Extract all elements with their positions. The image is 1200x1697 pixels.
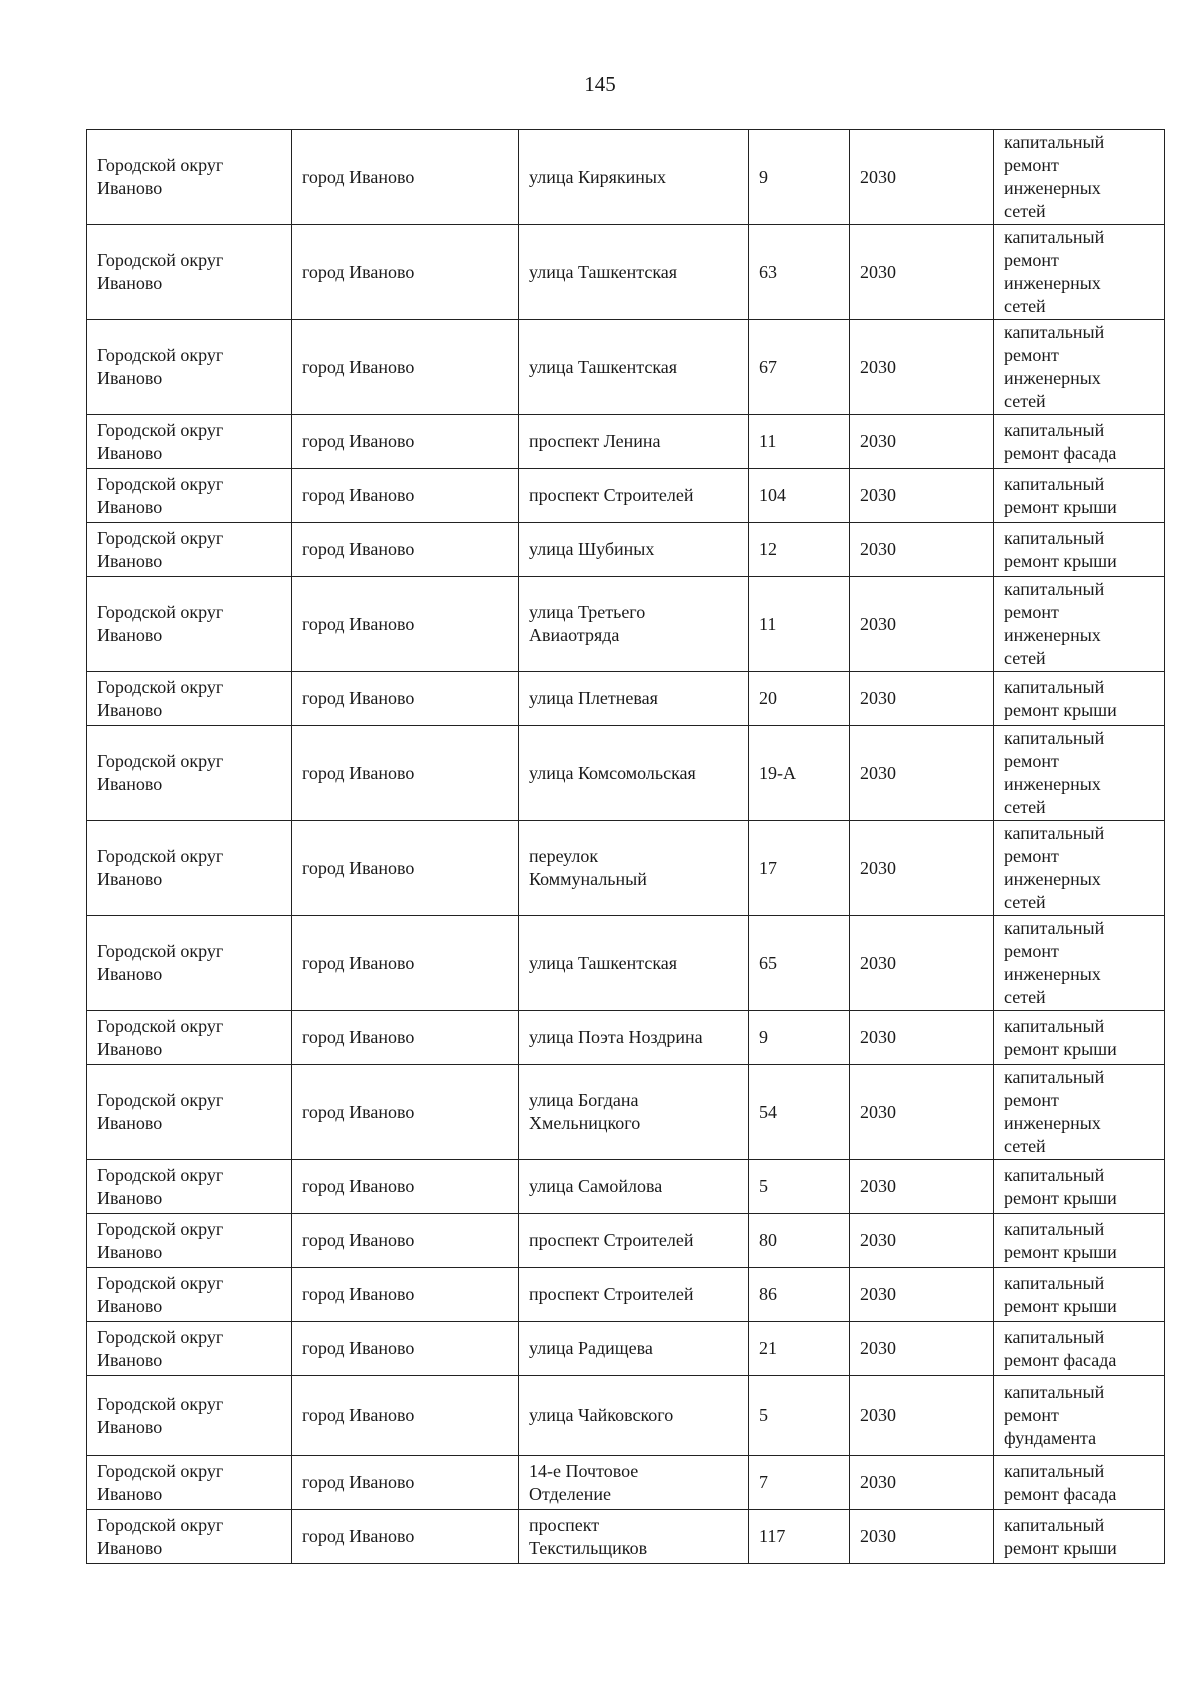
municipality-cell: Городской округ Иваново xyxy=(87,1011,292,1065)
locality-cell: город Иваново xyxy=(292,523,519,577)
work-type-cell: капитальный ремонт инженерных сетей xyxy=(994,726,1165,821)
locality-cell: город Иваново xyxy=(292,916,519,1011)
locality-cell: город Иваново xyxy=(292,469,519,523)
year-cell: 2030 xyxy=(850,130,994,225)
house-number-cell: 80 xyxy=(749,1214,850,1268)
work-type-cell: капитальный ремонт фасада xyxy=(994,415,1165,469)
street-cell: проспект Ленина xyxy=(519,415,749,469)
year-cell: 2030 xyxy=(850,225,994,320)
municipality-cell: Городской округ Иваново xyxy=(87,1322,292,1376)
locality-cell: город Иваново xyxy=(292,577,519,672)
locality-cell: город Иваново xyxy=(292,1376,519,1456)
house-number-cell: 65 xyxy=(749,916,850,1011)
work-type-cell: капитальный ремонт крыши xyxy=(994,672,1165,726)
house-number-cell: 21 xyxy=(749,1322,850,1376)
table-row xyxy=(87,225,1165,320)
work-type-cell: капитальный ремонт фундамента xyxy=(994,1376,1165,1456)
locality-cell: город Иваново xyxy=(292,1456,519,1510)
table-row xyxy=(87,469,1165,523)
work-type-cell: капитальный ремонт крыши xyxy=(994,1268,1165,1322)
table-row xyxy=(87,1268,1165,1322)
work-type-cell: капитальный ремонт инженерных сетей xyxy=(994,130,1165,225)
year-cell: 2030 xyxy=(850,916,994,1011)
municipality-cell: Городской округ Иваново xyxy=(87,1268,292,1322)
work-type-cell: капитальный ремонт инженерных сетей xyxy=(994,320,1165,415)
house-number-cell: 5 xyxy=(749,1160,850,1214)
municipality-cell: Городской округ Иваново xyxy=(87,726,292,821)
work-type-cell: капитальный ремонт фасада xyxy=(994,1456,1165,1510)
work-type-cell: капитальный ремонт инженерных сетей xyxy=(994,225,1165,320)
street-cell: проспект Строителей xyxy=(519,1268,749,1322)
street-cell: улица Богдана Хмельницкого xyxy=(519,1065,749,1160)
municipality-cell: Городской округ Иваново xyxy=(87,225,292,320)
municipality-cell: Городской округ Иваново xyxy=(87,1376,292,1456)
locality-cell: город Иваново xyxy=(292,1268,519,1322)
work-type-cell: капитальный ремонт крыши xyxy=(994,1214,1165,1268)
year-cell: 2030 xyxy=(850,821,994,916)
locality-cell: город Иваново xyxy=(292,1322,519,1376)
table-row xyxy=(87,1214,1165,1268)
table-row xyxy=(87,577,1165,672)
table-row xyxy=(87,415,1165,469)
repair-schedule-table xyxy=(86,129,1165,1564)
year-cell: 2030 xyxy=(850,1376,994,1456)
locality-cell: город Иваново xyxy=(292,1011,519,1065)
house-number-cell: 17 xyxy=(749,821,850,916)
municipality-cell: Городской округ Иваново xyxy=(87,320,292,415)
year-cell: 2030 xyxy=(850,1065,994,1160)
year-cell: 2030 xyxy=(850,1510,994,1564)
table-row xyxy=(87,821,1165,916)
year-cell: 2030 xyxy=(850,1456,994,1510)
municipality-cell: Городской округ Иваново xyxy=(87,916,292,1011)
municipality-cell: Городской округ Иваново xyxy=(87,1065,292,1160)
street-cell: переулок Коммунальный xyxy=(519,821,749,916)
locality-cell: город Иваново xyxy=(292,415,519,469)
table-row xyxy=(87,1322,1165,1376)
street-cell: улица Плетневая xyxy=(519,672,749,726)
street-cell: улица Ташкентская xyxy=(519,916,749,1011)
street-cell: улица Поэта Ноздрина xyxy=(519,1011,749,1065)
table-row xyxy=(87,1510,1165,1564)
work-type-cell: капитальный ремонт крыши xyxy=(994,1011,1165,1065)
street-cell: улица Радищева xyxy=(519,1322,749,1376)
work-type-cell: капитальный ремонт крыши xyxy=(994,469,1165,523)
table-row xyxy=(87,1456,1165,1510)
municipality-cell: Городской округ Иваново xyxy=(87,1160,292,1214)
table-row xyxy=(87,1376,1165,1456)
table-row xyxy=(87,1065,1165,1160)
locality-cell: город Иваново xyxy=(292,1065,519,1160)
house-number-cell: 86 xyxy=(749,1268,850,1322)
work-type-cell: капитальный ремонт инженерных сетей xyxy=(994,577,1165,672)
house-number-cell: 5 xyxy=(749,1376,850,1456)
page-number: 145 xyxy=(584,72,616,96)
street-cell: проспект Текстильщиков xyxy=(519,1510,749,1564)
street-cell: улица Самойлова xyxy=(519,1160,749,1214)
year-cell: 2030 xyxy=(850,320,994,415)
street-cell: 14-е Почтовое Отделение xyxy=(519,1456,749,1510)
street-cell: улица Шубиных xyxy=(519,523,749,577)
work-type-cell: капитальный ремонт инженерных сетей xyxy=(994,1065,1165,1160)
year-cell: 2030 xyxy=(850,577,994,672)
house-number-cell: 7 xyxy=(749,1456,850,1510)
municipality-cell: Городской округ Иваново xyxy=(87,130,292,225)
municipality-cell: Городской округ Иваново xyxy=(87,672,292,726)
municipality-cell: Городской округ Иваново xyxy=(87,1510,292,1564)
locality-cell: город Иваново xyxy=(292,821,519,916)
street-cell: улица Ташкентская xyxy=(519,225,749,320)
house-number-cell: 20 xyxy=(749,672,850,726)
work-type-cell: капитальный ремонт инженерных сетей xyxy=(994,821,1165,916)
street-cell: улица Третьего Авиаотряда xyxy=(519,577,749,672)
year-cell: 2030 xyxy=(850,523,994,577)
year-cell: 2030 xyxy=(850,672,994,726)
house-number-cell: 54 xyxy=(749,1065,850,1160)
street-cell: улица Чайковского xyxy=(519,1376,749,1456)
locality-cell: город Иваново xyxy=(292,1214,519,1268)
work-type-cell: капитальный ремонт крыши xyxy=(994,523,1165,577)
year-cell: 2030 xyxy=(850,415,994,469)
locality-cell: город Иваново xyxy=(292,1510,519,1564)
work-type-cell: капитальный ремонт фасада xyxy=(994,1322,1165,1376)
locality-cell: город Иваново xyxy=(292,320,519,415)
house-number-cell: 11 xyxy=(749,415,850,469)
work-type-cell: капитальный ремонт крыши xyxy=(994,1160,1165,1214)
year-cell: 2030 xyxy=(850,1011,994,1065)
locality-cell: город Иваново xyxy=(292,1160,519,1214)
municipality-cell: Городской округ Иваново xyxy=(87,523,292,577)
locality-cell: город Иваново xyxy=(292,672,519,726)
municipality-cell: Городской округ Иваново xyxy=(87,1456,292,1510)
table-row xyxy=(87,726,1165,821)
street-cell: улица Ташкентская xyxy=(519,320,749,415)
street-cell: проспект Строителей xyxy=(519,1214,749,1268)
municipality-cell: Городской округ Иваново xyxy=(87,469,292,523)
table-row xyxy=(87,1011,1165,1065)
year-cell: 2030 xyxy=(850,1268,994,1322)
municipality-cell: Городской округ Иваново xyxy=(87,821,292,916)
house-number-cell: 12 xyxy=(749,523,850,577)
table-row xyxy=(87,1160,1165,1214)
work-type-cell: капитальный ремонт крыши xyxy=(994,1510,1165,1564)
year-cell: 2030 xyxy=(850,1160,994,1214)
locality-cell: город Иваново xyxy=(292,726,519,821)
table-row xyxy=(87,916,1165,1011)
municipality-cell: Городской округ Иваново xyxy=(87,415,292,469)
house-number-cell: 67 xyxy=(749,320,850,415)
table-body xyxy=(87,130,1165,1564)
house-number-cell: 104 xyxy=(749,469,850,523)
table-row xyxy=(87,672,1165,726)
table-row xyxy=(87,320,1165,415)
house-number-cell: 19-А xyxy=(749,726,850,821)
table-row xyxy=(87,130,1165,225)
house-number-cell: 9 xyxy=(749,130,850,225)
year-cell: 2030 xyxy=(850,469,994,523)
locality-cell: город Иваново xyxy=(292,130,519,225)
house-number-cell: 63 xyxy=(749,225,850,320)
municipality-cell: Городской округ Иваново xyxy=(87,577,292,672)
house-number-cell: 117 xyxy=(749,1510,850,1564)
year-cell: 2030 xyxy=(850,1214,994,1268)
municipality-cell: Городской округ Иваново xyxy=(87,1214,292,1268)
street-cell: проспект Строителей xyxy=(519,469,749,523)
work-type-cell: капитальный ремонт инженерных сетей xyxy=(994,916,1165,1011)
street-cell: улица Комсомольская xyxy=(519,726,749,821)
year-cell: 2030 xyxy=(850,726,994,821)
locality-cell: город Иваново xyxy=(292,225,519,320)
house-number-cell: 11 xyxy=(749,577,850,672)
house-number-cell: 9 xyxy=(749,1011,850,1065)
table-row xyxy=(87,523,1165,577)
year-cell: 2030 xyxy=(850,1322,994,1376)
street-cell: улица Кирякиных xyxy=(519,130,749,225)
